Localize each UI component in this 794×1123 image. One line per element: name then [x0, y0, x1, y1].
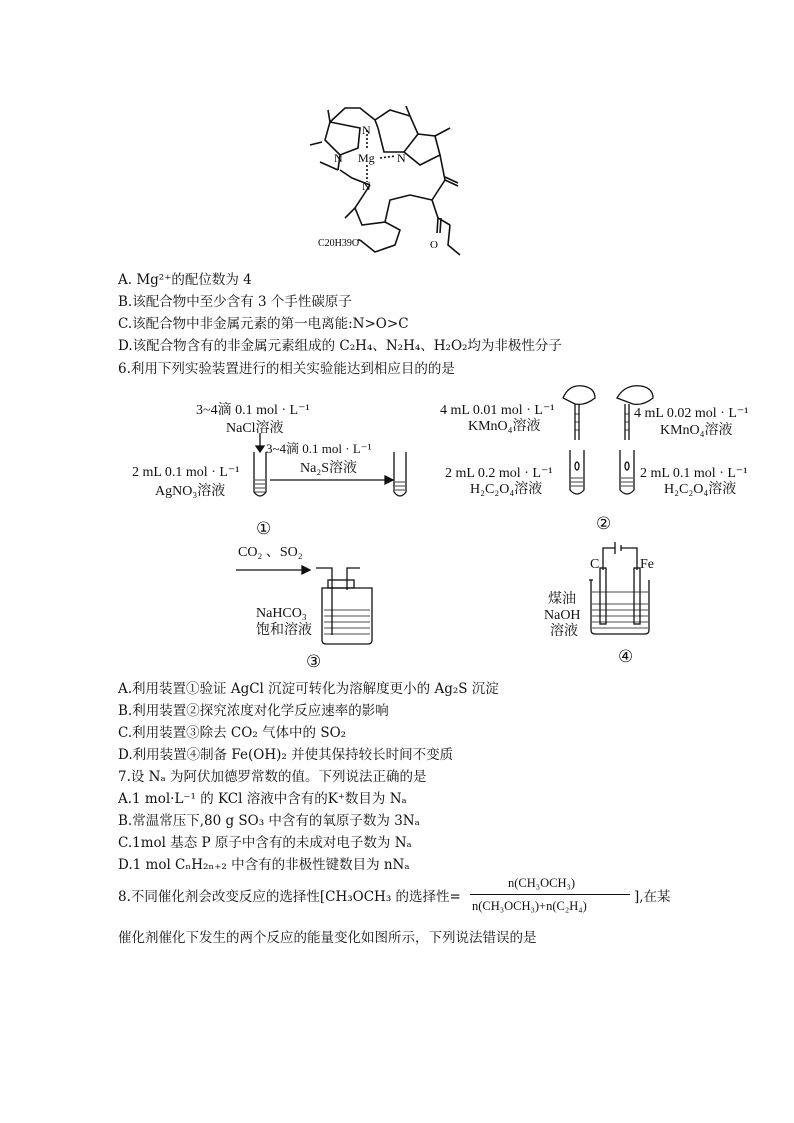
molecule-figure [300, 100, 500, 260]
q7-option-a: A.1 mol·L⁻¹ 的 KCl 溶液中含有的K⁺数目为 Nₐ [118, 791, 407, 807]
app2-right-top-1: 4 mL 0.02 mol · L⁻¹ [634, 406, 749, 421]
app2-number: ② [596, 514, 612, 534]
q7-option-d: D.1 mol CₙH₂ₙ₊₂ 中含有的非极性键数目为 nNₐ [118, 857, 410, 873]
app4-label-solution: 溶液 [550, 624, 578, 639]
magnesium-atom: Mg [358, 151, 375, 165]
molecule-structure [300, 100, 500, 260]
app1-left-tube-1: 2 mL 0.1 mol · L⁻¹ [132, 465, 240, 480]
q8-numerator: n(CH₃OCH₃) [508, 876, 576, 890]
q6-option-b: B.利用装置②探究浓度对化学反应速率的影响 [118, 703, 389, 719]
side-chain-label: C20H39O [318, 238, 360, 249]
q7-option-b: B.常温常压下,80 g SO₃ 中含有的氧原子数为 3Nₐ [118, 813, 420, 829]
app1-left-tube-2: AgNO₃溶液 [155, 484, 226, 499]
app4-drawing [585, 540, 665, 640]
app1-top-reagent-2: NaCl溶液 [226, 421, 284, 436]
q5-option-b: B.该配合物中至少含有 3 个手性碳原子 [118, 294, 352, 310]
app3-drawing [232, 560, 392, 650]
app2-right-bottom-2: H₂C₂O₄溶液 [664, 482, 737, 497]
app3-solution-2: 饱和溶液 [256, 623, 312, 638]
app1-number: ① [256, 519, 272, 539]
q8-denominator: n(CH₃OCH₃)+n(C₂H₄) [472, 899, 587, 913]
q5-option-a: A. Mg²⁺的配位数为 4 [118, 272, 252, 288]
app2-right-bottom-1: 2 mL 0.1 mol · L⁻¹ [640, 466, 748, 481]
q8-stem-start: 8.不同催化剂会改变反应的选择性[CH₃OCH₃ 的选择性= [118, 889, 461, 905]
q7-option-c: C.1mol 基态 P 原子中含有的未成对电子数为 Nₐ [118, 835, 412, 851]
q6-option-c: C.利用装置③除去 CO₂ 气体中的 SO₂ [118, 725, 347, 741]
app1-drawing [240, 430, 440, 500]
q5-option-c: C.该配合物中非金属元素的第一电离能:N>O>C [118, 316, 409, 332]
app2-drawing [555, 378, 665, 508]
q7-stem: 7.设 Nₐ 为阿伏加德罗常数的值。下列说法正确的是 [118, 769, 427, 785]
app2-right-top-2: KMnO₄溶液 [660, 423, 733, 438]
q5-option-d: D.该配合物含有的非金属元素组成的 C₂H₄、N₂H₄、H₂O₂均为非极性分子 [118, 338, 562, 354]
app2-left-bottom-1: 2 mL 0.2 mol · L⁻¹ [445, 466, 553, 481]
nitrogen-right: N [397, 151, 406, 165]
q8-stem-line2: 催化剂催化下发生的两个反应的能量变化如图所示，下列说法错误的是 [118, 930, 537, 946]
q8-fraction-bar [470, 894, 630, 895]
nitrogen-bottom: N [362, 179, 371, 193]
q6-option-a: A.利用装置①验证 AgCl 沉淀可转化为溶解度更小的 Ag₂S 沉淀 [118, 681, 499, 697]
app3-solution-1: NaHCO₃ [256, 606, 307, 621]
app4-label-kerosene: 煤油 [548, 592, 576, 607]
nitrogen-left: N [334, 151, 343, 165]
app4-label-naoh: NaOH [544, 608, 581, 623]
app4-number: ④ [618, 647, 634, 667]
app4-electrode-c: C [590, 557, 600, 572]
nitrogen-top: N [362, 123, 371, 137]
q6-option-d: D.利用装置④制备 Fe(OH)₂ 并使其保持较长时间不变质 [118, 747, 454, 763]
app4-electrode-fe: Fe [640, 557, 654, 572]
app2-left-top-2: KMnO₄溶液 [468, 419, 541, 434]
app1-top-reagent-1: 3~4滴 0.1 mol · L⁻¹ [196, 403, 310, 418]
q6-stem: 6.利用下列实验装置进行的相关实验能达到相应目的的是 [118, 361, 455, 377]
app1-second-reagent-1: 3~4滴 0.1 mol · L⁻¹ [266, 441, 372, 456]
app3-gas-label: CO₂ 、SO₂ [238, 545, 303, 560]
q8-stem-end: ],在某 [634, 889, 671, 905]
app2-left-bottom-2: H₂C₂O₄溶液 [470, 482, 543, 497]
app3-number: ③ [306, 652, 322, 672]
app1-second-reagent-2: Na₂S溶液 [300, 461, 357, 476]
app2-left-top-1: 4 mL 0.01 mol · L⁻¹ [440, 403, 555, 418]
ester-oxygen: O [430, 239, 438, 251]
